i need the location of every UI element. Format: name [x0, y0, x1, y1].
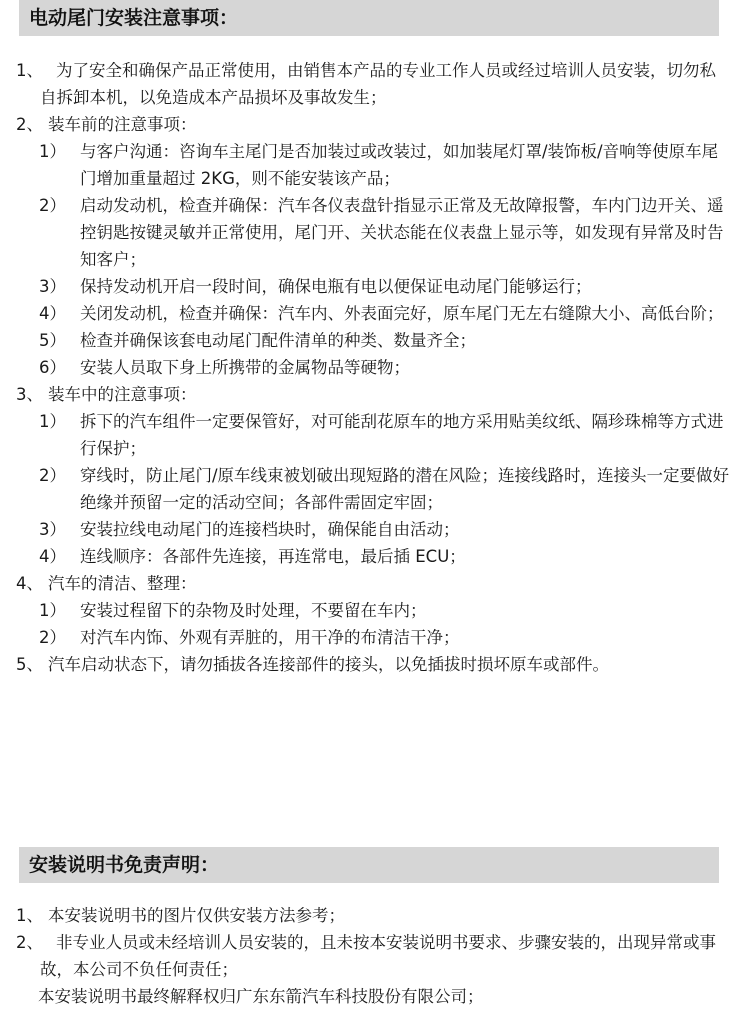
item-number: 1）: [39, 601, 66, 620]
item-text: 启动发动机，检查并确保：汽车各仪表盘针指显示正常及无故障报警，车内门边开关、遥控钥匙按键灵敏并正常使用，尾门开、关状态能在仪表盘上显示等，如发现有异常及时告知客户；: [80, 196, 724, 269]
list-item: [0, 462, 750, 516]
list-item: [0, 273, 750, 300]
item-number: 3）: [39, 277, 66, 296]
item-number: 2）: [39, 466, 66, 485]
item-text: 关闭发动机，检查并确保：汽车内、外表面完好，原车尾门无左右缝隙大小、高低台阶；: [80, 304, 724, 323]
list-item: [0, 902, 750, 929]
item-text: 检查并确保该套电动尾门配件清单的种类、数量齐全；: [80, 331, 476, 350]
section-title-install-notes: 电动尾门安装注意事项：: [19, 0, 719, 36]
list-item: [0, 929, 750, 983]
item-number: 1、: [16, 61, 43, 80]
list-item: [0, 983, 750, 1010]
item-text: 拆下的汽车组件一定要保管好，对可能刮花原车的地方采用贴美纹纸、隔珍珠棉等方式进行保护；: [80, 412, 724, 458]
install-notes-list: [0, 57, 750, 678]
item-number: 6）: [39, 358, 66, 377]
item-text: 连线顺序：各部件先连接，再连常电，最后插 ECU；: [80, 547, 466, 566]
item-text: 装车中的注意事项：: [48, 385, 197, 404]
item-number: 5）: [39, 331, 66, 350]
item-text: 穿线时，防止尾门/原车线束被划破出现短路的潜在风险；连接线路时，连接头一定要做好绝缘并预留一定的活动空间；各部件需固定牢固；: [80, 466, 730, 512]
list-item: [0, 327, 750, 354]
list-item: [0, 111, 750, 138]
item-text: 装车前的注意事项：: [48, 115, 197, 134]
list-item: [0, 651, 750, 678]
item-text: 本安装说明书最终解释权归广东东箭汽车科技股份有限公司；: [38, 987, 484, 1006]
list-item: [0, 570, 750, 597]
list-item: [0, 543, 750, 570]
list-item: [0, 408, 750, 462]
item-number: 3）: [39, 520, 66, 539]
list-item: [0, 624, 750, 651]
item-number: 1、: [16, 906, 43, 925]
list-item: [0, 57, 750, 111]
item-text: 汽车启动状态下，请勿插拔各连接部件的接头，以免插拔时损坏原车或部件。: [48, 655, 609, 674]
item-number: 2）: [39, 196, 66, 215]
item-text: 汽车的清洁、整理：: [48, 574, 197, 593]
item-number: 4）: [39, 304, 66, 323]
list-item: [0, 300, 750, 327]
list-item: [0, 138, 750, 192]
item-number: 3、: [16, 385, 43, 404]
list-item: [0, 381, 750, 408]
item-number: 2、: [16, 933, 43, 952]
item-number: 2、: [16, 115, 43, 134]
item-text: 保持发动机开启一段时间，确保电瓶有电以便保证电动尾门能够运行；: [80, 277, 592, 296]
item-text: 安装人员取下身上所携带的金属物品等硬物；: [80, 358, 410, 377]
item-number: 4、: [16, 574, 43, 593]
item-number: 5、: [16, 655, 43, 674]
list-item: [0, 354, 750, 381]
section-title-disclaimer: 安装说明书免责声明：: [19, 847, 719, 883]
item-text: 本安装说明书的图片仅供安装方法参考；: [48, 906, 345, 925]
list-item: [0, 516, 750, 543]
item-text: 非专业人员或未经培训人员安装的，且未按本安装说明书要求、步骤安装的，出现异常或事故，本公司不负任何责任；: [40, 933, 716, 979]
item-text: 安装过程留下的杂物及时处理，不要留在车内；: [80, 601, 427, 620]
item-text: 为了安全和确保产品正常使用，由销售本产品的专业工作人员或经过培训人员安装，切勿私自拆卸本机，以免造成本产品损坏及事故发生；: [40, 61, 716, 107]
item-number: 1）: [39, 142, 66, 161]
item-text: 与客户沟通：咨询车主尾门是否加装过或改装过，如加装尾灯罩/装饰板/音响等使原车尾门增加重量超过 2KG，则不能安装该产品；: [80, 142, 719, 188]
list-item: [0, 597, 750, 624]
list-item: [0, 192, 750, 273]
item-number: 2）: [39, 628, 66, 647]
item-number: 1）: [39, 412, 66, 431]
disclaimer-list: [0, 902, 750, 1010]
item-text: 安装拉线电动尾门的连接档块时，确保能自由活动；: [80, 520, 460, 539]
item-text: 对汽车内饰、外观有弄脏的，用干净的布清洁干净；: [80, 628, 460, 647]
item-number: 4）: [39, 547, 66, 566]
